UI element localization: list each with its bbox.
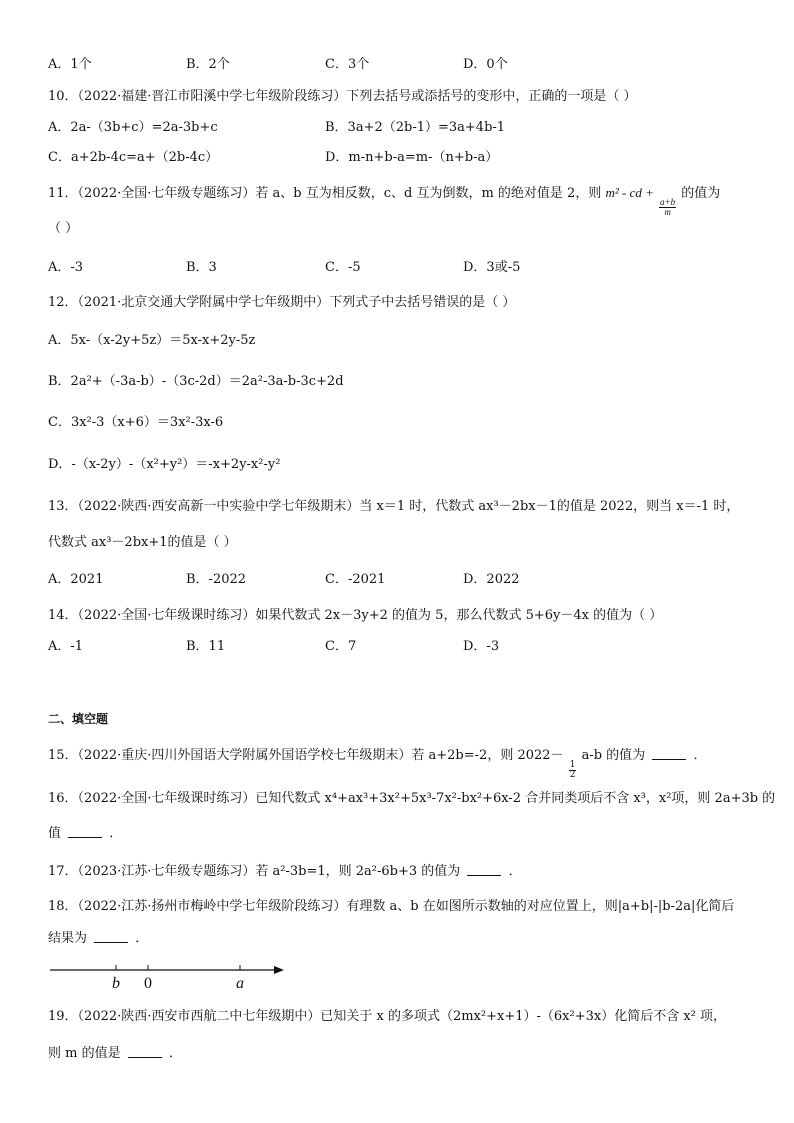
q19-stem-text: 则 m 的值是 (48, 1046, 121, 1061)
q11-option-a: A．-3 (48, 260, 84, 275)
q11-option-c: C．-5 (325, 260, 361, 275)
q11-stem (48, 186, 720, 217)
q13-option-b: B．-2022 (186, 572, 247, 587)
q10-option-c: C．a+2b-4c=a+（2b-4c） (48, 150, 219, 165)
q14-option-b: B．11 (186, 639, 226, 654)
q9-option-d: D．0个 (463, 57, 508, 72)
q9-option-a: A．1个 (48, 57, 92, 72)
q15-fraction-numerator: 1 (569, 760, 576, 770)
q17-stem-text: 17．（2023·江苏·七年级专题练习）若 a²-3b=1，则 2a²-6b+3 的值为 (48, 864, 461, 879)
q19-stem-line1: 19．（2022·陕西·西安市西航二中七年级期中）已知关于 x 的多项式（2mx²+x+1）-（6x²+3x）化简后不含 x² 项， (48, 1009, 727, 1024)
q15-answer-blank[interactable] (652, 748, 686, 760)
q14-option-a: A．-1 (48, 639, 84, 654)
q10-option-d: D．m-n+b-a=m-（n+b-a） (325, 150, 499, 165)
q15-fraction (569, 761, 577, 780)
q10-option-b: B．3a+2（2b-1）=3a+4b-1 (325, 120, 506, 135)
q16-period: ． (109, 826, 123, 841)
q13-option-c: C．-2021 (325, 572, 386, 587)
q11-answer-paren: （ ） (48, 221, 79, 236)
q13-stem-line1: 13．（2022·陕西·西安高新一中实验中学七年级期末）当 x＝1 时，代数式 ax³－2bx－1的值是 2022，则当 x＝-1 时， (48, 499, 740, 514)
q12-option-b: B．2a²+（-3a-b）-（3c-2d）＝2a²-3a-b-3c+2d (48, 374, 344, 389)
q17-stem (48, 864, 522, 878)
q9-option-b: B．2个 (186, 57, 230, 72)
q16-stem-text: 值 (48, 826, 62, 841)
q16-stem-line1: 16．（2022·全国·七年级课时练习）已知代数式 x⁴+ax³+3x²+5x³-7x²-bx²+6x-2 合并同类项后不含 x³，x²项，则 2a+3b 的 (48, 791, 776, 806)
number-line-label-b: b (112, 975, 120, 992)
q14-option-c: C．7 (325, 639, 357, 654)
q12-option-a: A．5x-（x-2y+5z）＝5x-x+2y-5z (48, 333, 256, 348)
q12-option-c: C．3x²-3（x+6）＝3x²-3x-6 (48, 415, 224, 430)
q9-option-c: C．3个 (325, 57, 370, 72)
q11-fraction (659, 198, 676, 217)
q13-option-d: D．2022 (463, 572, 520, 587)
q15-stem (48, 748, 706, 780)
q18-stem-line1: 18．（2022·江苏·扬州市梅岭中学七年级阶段练习）有理数 a、b 在如图所示数轴的对应位置上，则|a+b|-|b-2a|化简后 (48, 899, 735, 914)
q11-fraction-denominator: m (664, 207, 671, 217)
q19-period: ． (168, 1046, 182, 1061)
q14-stem: 14．（2022·全国·七年级课时练习）如果代数式 2x－3y+2 的值为 5，那么代数式 5+6y－4x 的值为（ ） (48, 608, 663, 623)
q10-stem: 10．（2022·福建·晋江市阳溪中学七年级阶段练习）下列去括号或添括号的变形中，正确的一项是（ ） (48, 89, 637, 104)
q11-expression: m² - cd + (605, 185, 654, 200)
q14-option-d: D．-3 (463, 639, 500, 654)
q10-option-a: A．2a-（3b+c）=2a-3b+c (48, 120, 218, 135)
q15-stem-end: a-b 的值为 (581, 748, 646, 763)
q15-period: ． (693, 748, 707, 763)
q15-fraction-denominator: 2 (569, 770, 576, 780)
q11-stem-text: 11．（2022·全国·七年级专题练习）若 a、b 互为相反数，c、d 互为倒数，m 的绝对值是 2，则 (48, 186, 602, 201)
q11-option-d: D．3或-5 (463, 260, 521, 275)
section-title-fill-in: 二、填空题 (48, 712, 109, 726)
q11-option-b: B．3 (186, 260, 217, 275)
q18-answer-blank[interactable] (94, 931, 128, 943)
q18-stem-text: 结果为 (48, 931, 88, 946)
q11-fraction-numerator: a+b (660, 197, 676, 207)
q16-stem-line2 (48, 826, 122, 840)
q15-stem-text: 15．（2022·重庆·四川外国语大学附属外国语学校七年级期末）若 a+2b=-2，则 2022－ (48, 748, 564, 763)
q13-option-a: A．2021 (48, 572, 104, 587)
q18-stem-line2 (48, 931, 148, 945)
q13-stem-line2: 代数式 ax³－2bx+1的值是（ ） (48, 535, 237, 550)
number-line-label-0: 0 (144, 975, 152, 992)
q12-option-d: D．-（x-2y）-（x²+y²）＝-x+2y-x²-y² (48, 457, 281, 472)
q18-period: ． (135, 931, 149, 946)
q17-period: ． (508, 864, 522, 879)
q11-stem-end: 的值为 (681, 186, 721, 201)
number-line-figure (48, 956, 298, 992)
q16-answer-blank[interactable] (68, 826, 102, 838)
number-line-arrow (274, 966, 284, 974)
q19-answer-blank[interactable] (128, 1046, 162, 1058)
q19-stem-line2 (48, 1046, 182, 1060)
number-line-label-a: a (236, 975, 244, 992)
q12-stem: 12．（2021·北京交通大学附属中学七年级期中）下列式子中去括号错误的是（ ） (48, 295, 516, 310)
q17-answer-blank[interactable] (467, 864, 501, 876)
